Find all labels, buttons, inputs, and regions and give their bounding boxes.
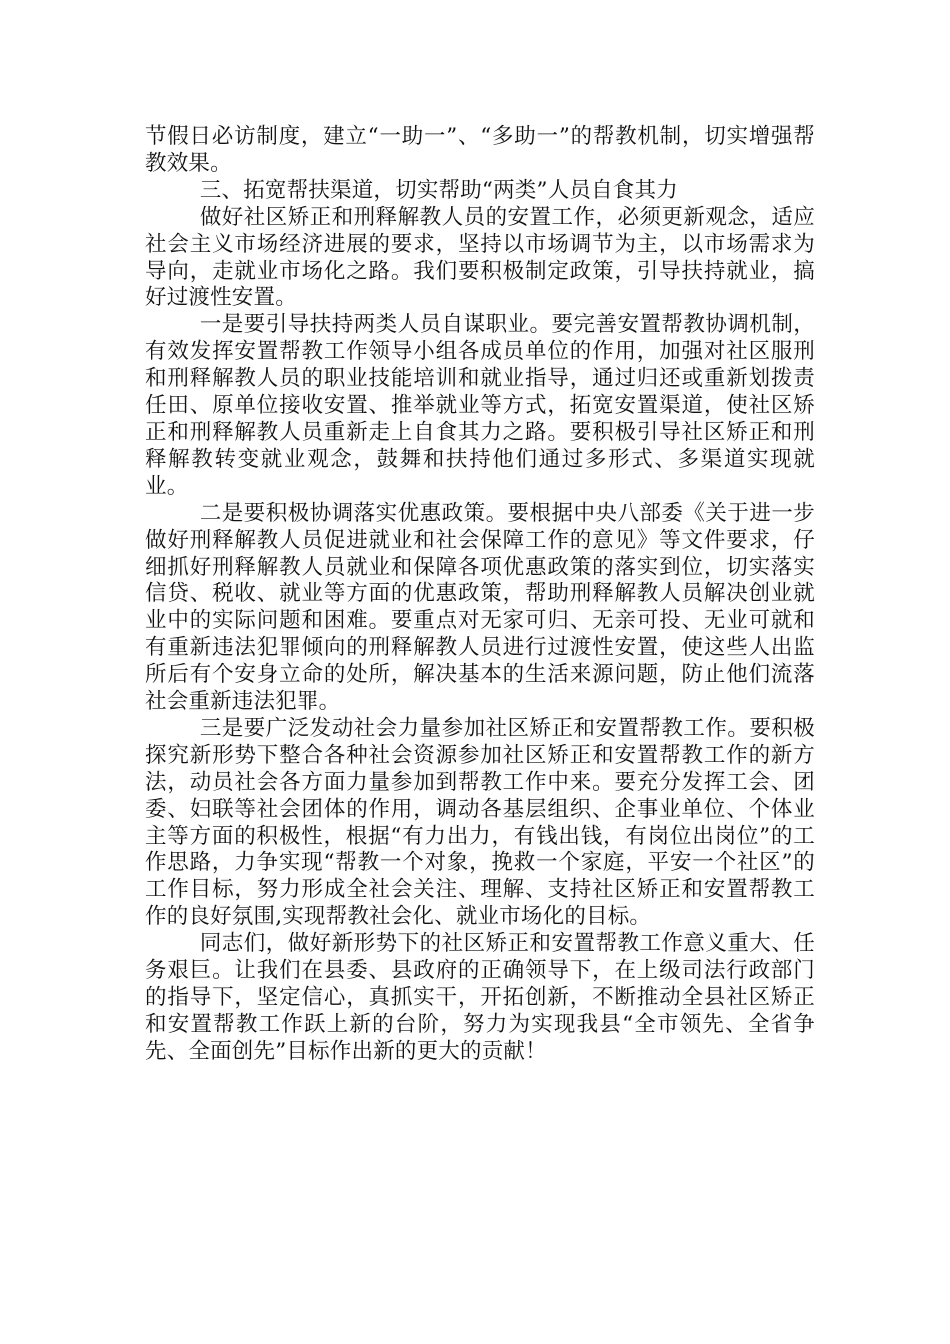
paragraph-3: 一是要引导扶持两类人员自谋职业。要完善安置帮教协调机制，有效发挥安置帮教工作领导小组各成员单位的作用，加强对社区服刑和刑释解教人员的职业技能培训和就业指导，通过归还或重新划拨责任田、原单位接收安置、推举就业等方式，拓宽安置渠道，使社区矫正和刑释解教人员重新走上自食其力之路。要积极引导社区矫正和刑释解教转变就业观念，鼓舞和扶持他们通过多形式、多渠道实现就业。 bbox=[145, 312, 815, 499]
section-heading-3: 三、拓宽帮扶渠道，切实帮助“两类”人员自食其力 bbox=[199, 177, 678, 203]
paragraph-5: 三是要广泛发动社会力量参加社区矫正和安置帮教工作。要积极探究新形势下整合各种社会资源参加社区矫正和安置帮教工作的新方法，动员社会各方面力量参加到帮教工作中来。要充分发挥工会、团委、妇联等社会团体的作用，调动各基层组织、企事业单位、个体业主等方面的积极性，根据“有力出力，有钱出钱，有岗位出岗位”的工作思路，力争实现“帮教一个对象，挽救一个家庭，平安一个社区”的工作目标，努力形成全社会关注、理解、支持社区矫正和安置帮教工作的良好氛围,实现帮教社会化、就业市场化的目标。 bbox=[145, 715, 815, 930]
document-body bbox=[145, 124, 815, 1066]
paragraph-1: 节假日必访制度，建立“一助一”、“多助一”的帮教机制，切实增强帮教效果。 bbox=[145, 124, 815, 176]
paragraph-6: 同志们，做好新形势下的社区矫正和安置帮教工作意义重大、任务艰巨。让我们在县委、县政府的正确领导下，在上级司法行政部门的指导下，坚定信心，真抓实干，开拓创新，不断推动全县社区矫正和安置帮教工作跃上新的台阶，努力为实现我县“全市领先、全省争先、全面创先”目标作出新的更大的贡献！ bbox=[145, 931, 815, 1064]
paragraph-4: 二是要积极协调落实优惠政策。要根据中央八部委《关于进一步做好刑释解教人员促进就业和社会保障工作的意见》等文件要求，仔细抓好刑释解教人员就业和保障各项优惠政策的落实到位，切实落实信贷、税收、就业等方面的优惠政策，帮助刑释解教人员解决创业就业中的实际问题和困难。要重点对无家可归、无亲可投、无业可就和有重新违法犯罪倾向的刑释解教人员进行过渡性安置，使这些人出监所后有个安身立命的处所，解决基本的生活来源问题，防止他们流落社会重新违法犯罪。 bbox=[145, 500, 815, 715]
paragraph-2: 做好社区矫正和刑释解教人员的安置工作，必须更新观念，适应社会主义市场经济进展的要求，坚持以市场调节为主，以市场需求为导向，走就业市场化之路。我们要积极制定政策，引导扶持就业，搞好过渡性安置。 bbox=[145, 204, 815, 311]
